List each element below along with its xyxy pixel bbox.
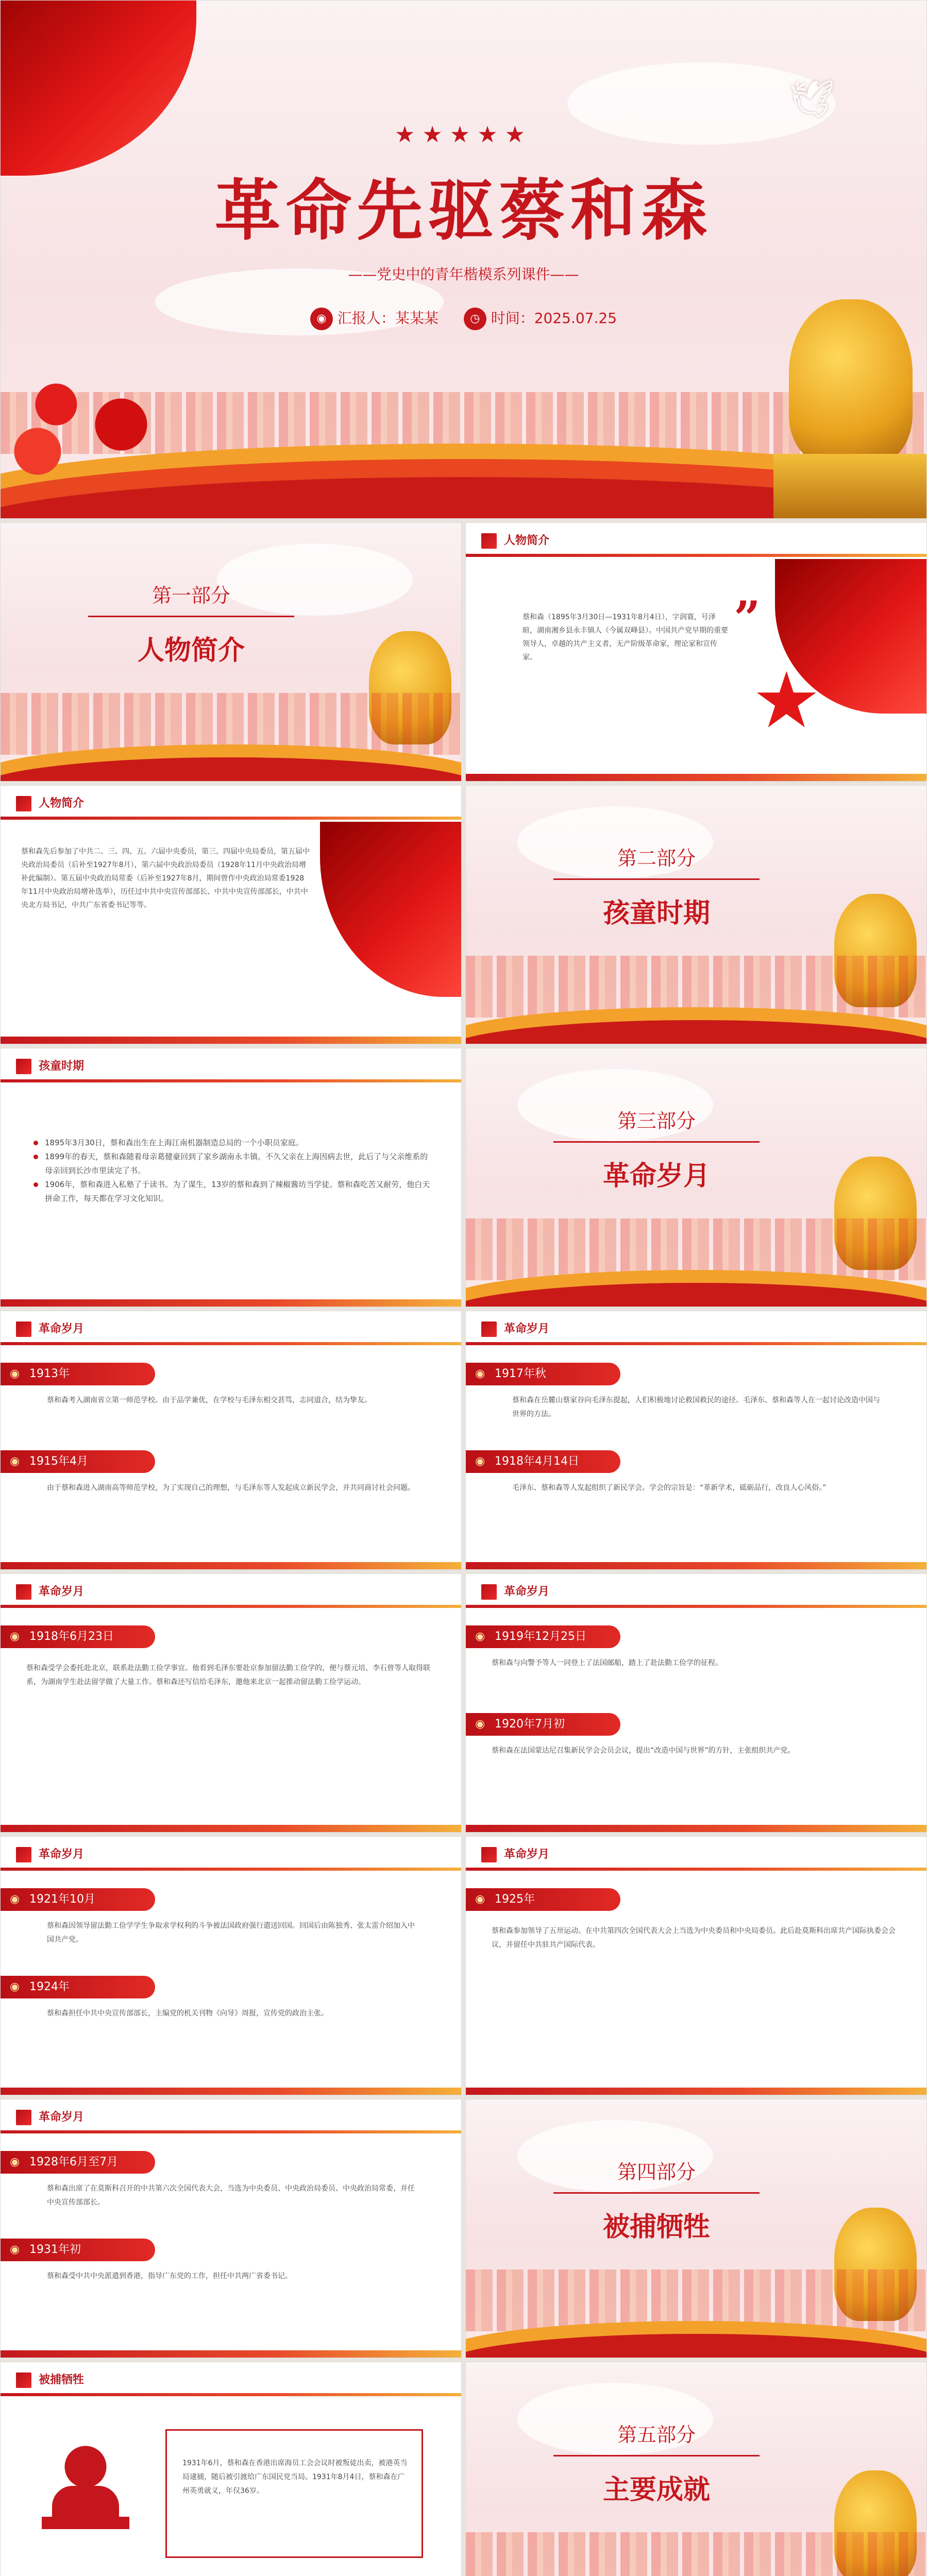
slide-header: 革命岁月 bbox=[481, 1320, 562, 1338]
rev3-slide bbox=[0, 1573, 462, 1833]
part-title: 革命岁月 bbox=[602, 1161, 710, 1192]
event-text: 蔡和森担任中共中央宣传部部长，主编党的机关刊物《向导》周报，宣传党的政治主张。 bbox=[47, 2009, 328, 2018]
date-label: ◉ 1918年4月14日 bbox=[466, 1450, 620, 1473]
part-title: 人物简介 bbox=[137, 635, 245, 666]
date-label: ◉ 1919年12月25日 bbox=[466, 1625, 620, 1648]
list-item: 1895年3月30日，蔡和森出生在上海江南机器制造总局的一个小职员家庭。 bbox=[31, 1136, 433, 1150]
date: 时间：2025.07.25 bbox=[491, 310, 617, 327]
list-item: 1899年的春天，蔡和森随着母亲葛健豪回到了家乡湖南永丰镇。不久父亲在上海因病去世，此后了与父亲维系的母亲回到长沙市里读完了书。 bbox=[31, 1150, 433, 1178]
date-label: ◉ 1913年 bbox=[1, 1363, 155, 1385]
date-label: ◉ 1920年7月初 bbox=[466, 1713, 620, 1736]
lion-statue-icon bbox=[789, 299, 913, 464]
clock-icon: ◷ bbox=[464, 308, 486, 330]
cover-meta bbox=[1, 307, 926, 330]
bio-text: 蔡和森（1895年3月30日—1931年8月4日），字润寰，号泽暄，湖南湘乡县永丰镇人（今属双峰县）。中国共产党早期的重要领导人，卓越的共产主义者，无产阶级革命家，理论家和宣传家。 bbox=[523, 613, 728, 662]
bio2-slide bbox=[0, 785, 462, 1044]
cover-subtitle: ——党史中的青年楷模系列课件—— bbox=[348, 266, 579, 283]
part-title: 被捕牺牲 bbox=[602, 2212, 710, 2243]
stars-row: ★★★★★ bbox=[394, 122, 533, 148]
part-title: 主要成就 bbox=[602, 2475, 710, 2505]
bio1-slide bbox=[465, 522, 927, 782]
cover-title: 革命先驱蔡和森 bbox=[214, 172, 713, 249]
event-text: 蔡和森受中共中央派遣到香港，指导广东党的工作，担任中共两广省委书记。 bbox=[47, 2272, 292, 2280]
slide-header: 被捕牺牲 bbox=[16, 2371, 96, 2389]
sacrifice-slide bbox=[0, 2362, 462, 2576]
part-number: 第五部分 bbox=[617, 2424, 696, 2446]
part3-slide bbox=[465, 1048, 927, 1307]
event-text: 蔡和森在法国蒙达尼召集新民学会会员会议，提出“改造中国与世界”的方针，主张组织共产党。 bbox=[492, 1747, 795, 1755]
sacrifice-text: 1931年6月，蔡和森在香港出席海员工会会议时被叛徒出卖，被港英当局逮捕，随后被引渡给广东国民党当局。1931年8月4日，蔡和森在广州英勇就义，年仅36岁。 bbox=[182, 2459, 408, 2495]
reporter: 汇报人：某某某 bbox=[337, 310, 439, 327]
date-label: ◉ 1924年 bbox=[1, 1976, 155, 1998]
part4-slide bbox=[465, 2099, 927, 2358]
part5-slide bbox=[465, 2362, 927, 2576]
flowers bbox=[1, 351, 186, 485]
speaker-icon bbox=[31, 2434, 140, 2543]
slide-header: 革命岁月 bbox=[16, 1320, 96, 1338]
user-icon: ◉ bbox=[310, 308, 333, 330]
event-text: 蔡和森因领导留法勤工俭学学生争取求学权利的斗争被法国政府强行遣送回国。回国后由陈独秀、张太雷介绍加入中国共产党。 bbox=[47, 1922, 415, 1944]
part-number: 第二部分 bbox=[617, 847, 696, 870]
date-label: ◉ 1918年6月23日 bbox=[1, 1625, 155, 1648]
event-text: 由于蔡和森进入湖南高等师范学校，为了实现自己的理想，与毛泽东等人发起成立新民学会，并共同商讨社会问题。 bbox=[47, 1484, 415, 1492]
slide-header: 革命岁月 bbox=[481, 1583, 562, 1601]
event-text: 蔡和森出席了在莫斯科召开的中共第六次全国代表大会，当选为中央委员、中央政治局委员、中央政治局常委，并任中央宣传部部长。 bbox=[47, 2184, 415, 2207]
bio-text: 蔡和森先后参加了中共二、三、四、五、六届中央委员，第三、四届中央局委员，第五届中央政治局委员（后补至1927年8月），第六届中央政治局委员（1928年11月中央政治局增补此编制）。第五届中央政治局常委（后补至1927年8月，期间曾作中央政治局常委1928年11月中央政治局增补选举），历任过中共中央宣传部部长、中共中央宣传部部长，中共中央北方局书记，中共广东省委书记等等。 bbox=[21, 848, 310, 909]
date-label: ◉ 1917年秋 bbox=[466, 1363, 620, 1385]
part-number: 第四部分 bbox=[617, 2161, 696, 2183]
event-text: 蔡和森与向警予等人一同登上了法国邮船，踏上了赴法勤工俭学的征程。 bbox=[492, 1659, 722, 1667]
part-number: 第一部分 bbox=[151, 584, 230, 607]
rev4-slide bbox=[465, 1573, 927, 1833]
slide-header: 人物简介 bbox=[481, 532, 562, 550]
date-label: ◉ 1928年6月至7月 bbox=[1, 2151, 155, 2174]
event-text: 蔡和森受学会委托赴北京，联系赴法勤工俭学事宜。他看到毛泽东要赴京参加留法勤工俭学的，便与蔡元培、李石曾等人取得联系，为湖南学生赴法留学做了大量工作。蔡和森还写信给毛泽东，邀他来北京一起推动留法勤工俭学运动。 bbox=[26, 1664, 430, 1686]
slide-header: 孩童时期 bbox=[16, 1058, 96, 1075]
text-box bbox=[165, 2429, 423, 2558]
date-label: ◉ 1931年初 bbox=[1, 2239, 155, 2261]
childhood-list bbox=[31, 1136, 433, 1206]
slide-header: 革命岁月 bbox=[481, 1846, 562, 1863]
part1-slide bbox=[0, 522, 462, 782]
flag-icon bbox=[320, 822, 462, 997]
date-label: ◉ 1915年4月 bbox=[1, 1450, 155, 1473]
part-number: 第三部分 bbox=[617, 1110, 696, 1132]
childhood-slide bbox=[0, 1048, 462, 1307]
part2-slide bbox=[465, 785, 927, 1044]
date-label: ◉ 1921年10月 bbox=[1, 1888, 155, 1911]
event-text: 蔡和森参加领导了五卅运动。在中共第四次全国代表大会上当选为中央委员和中央局委员。此后赴莫斯科出席共产国际执委会会议，并留任中共驻共产国际代表。 bbox=[492, 1927, 896, 1949]
slide-header: 人物简介 bbox=[16, 795, 96, 812]
cover-slide bbox=[0, 0, 927, 519]
quote-icon: ” bbox=[734, 591, 761, 646]
rev5-slide bbox=[0, 1836, 462, 2095]
event-text: 蔡和森考入湖南省立第一师范学校。由于品学兼优，在学校与毛泽东相交甚笃，志同道合，结为挚友。 bbox=[47, 1396, 372, 1404]
dove-icon: 🕊 bbox=[789, 78, 835, 120]
part-title: 孩童时期 bbox=[602, 898, 710, 929]
rev6-slide bbox=[465, 1836, 927, 2095]
slide-header: 革命岁月 bbox=[16, 1583, 96, 1601]
cover-flag bbox=[0, 0, 196, 176]
event-text: 蔡和森在岳麓山蔡家谷向毛泽东提起，人们积极地讨论救国救民的途径。毛泽东、蔡和森等人在一起讨论改造中国与世界的方法。 bbox=[512, 1396, 880, 1418]
rev1-slide bbox=[0, 1311, 462, 1570]
rev2-slide bbox=[465, 1311, 927, 1570]
slide-header: 革命岁月 bbox=[16, 2109, 96, 2126]
list-item: 1906年，蔡和森进入私塾了于读书。为了谋生，13岁的蔡和森到了辣椒酱坊当学徒。蔡和森吃苦又耐劳，他白天拼命工作，每天都在学习文化知识。 bbox=[31, 1178, 433, 1206]
star-icon: ★ bbox=[752, 656, 821, 745]
event-text: 毛泽东、蔡和森等人发起组织了新民学会。学会的宗旨是：“革新学术，砥砺品行，改良人心风俗。” bbox=[512, 1484, 827, 1492]
rev7-slide bbox=[0, 2099, 462, 2358]
slide-header: 革命岁月 bbox=[16, 1846, 96, 1863]
date-label: ◉ 1925年 bbox=[466, 1888, 620, 1911]
